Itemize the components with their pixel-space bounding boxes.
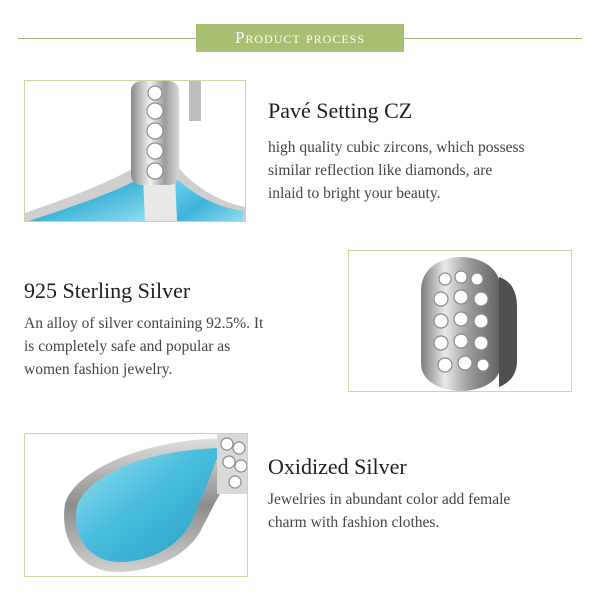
section-title-sterling: 925 Sterling Silver — [24, 278, 191, 303]
sterling-silver-photo — [348, 250, 572, 392]
pave-setting-charm-image — [25, 81, 245, 221]
section-description-pave: high quality cubic zircons, which possess similar reflection like diamonds, are inlaid to bright your beauty. — [268, 139, 525, 202]
pave-setting-photo — [24, 80, 246, 222]
silver-bail-image — [349, 251, 571, 391]
section-description-oxidized: Jewelries in abundant color add female charm with fashion clothes. — [268, 491, 511, 531]
oxidized-silver-photo — [24, 433, 248, 577]
section-description-sterling: An alloy of silver containing 92.5%. It is completely safe and popular as women fashion jewelry. — [24, 315, 264, 378]
section-title-oxidized: Oxidized Silver — [268, 454, 407, 479]
section-header-badge: Product process — [196, 24, 404, 52]
enamel-tail-image — [25, 434, 247, 576]
section-title-pave: Pavé Setting CZ — [268, 98, 413, 123]
